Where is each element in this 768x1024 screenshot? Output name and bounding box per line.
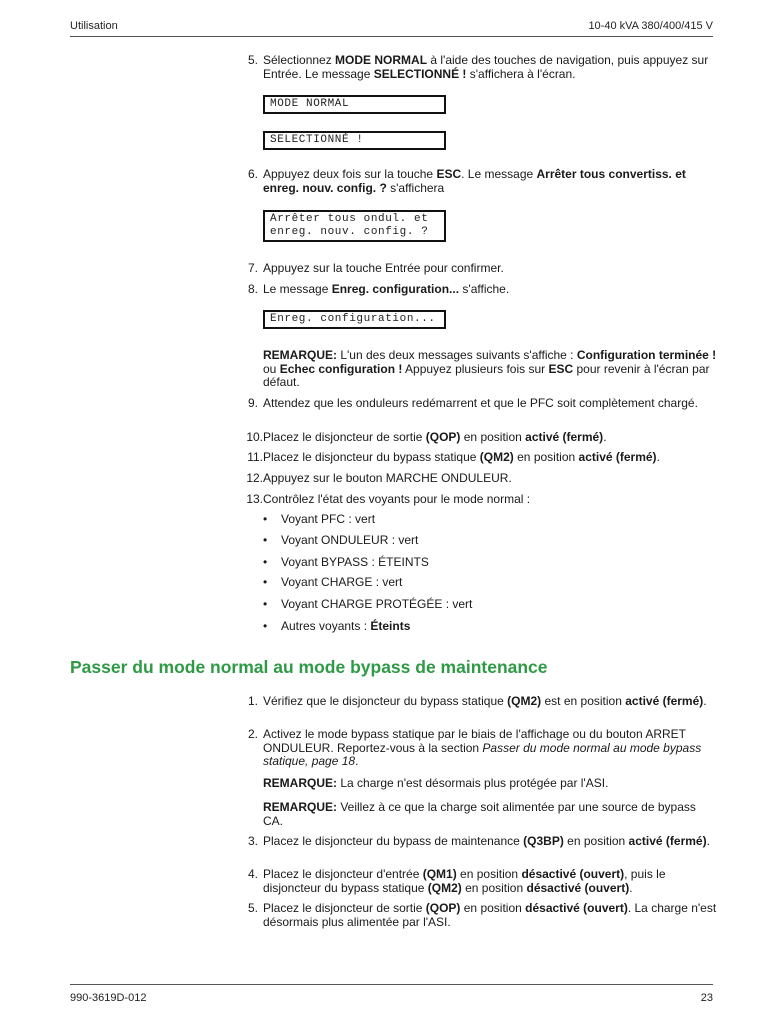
step-text: en position bbox=[513, 450, 579, 464]
note-text: L'un des deux messages suivants s'affiche : bbox=[337, 348, 577, 362]
section-step-5 bbox=[247, 901, 718, 929]
step-text: . bbox=[603, 430, 607, 444]
note-bold: Configuration terminée ! bbox=[576, 348, 717, 362]
step-text: , puis le disjoncteur du bypass statique bbox=[263, 867, 666, 895]
step-number: 5. bbox=[247, 53, 258, 67]
step-text: en position bbox=[460, 901, 526, 915]
step-bold: désactivé (ouvert) bbox=[526, 880, 630, 895]
step-bold: activé (fermé) bbox=[625, 694, 704, 708]
step-bold: Arrêter tous convertiss. et enreg. nouv. config. ? bbox=[263, 167, 686, 195]
step-number: 5. bbox=[247, 901, 258, 915]
section-step-2 bbox=[247, 727, 718, 769]
step-text: . bbox=[629, 880, 633, 895]
note-text: La charge n'est désormais plus protégée par l'ASI. bbox=[337, 776, 609, 790]
step-text: . Le message bbox=[461, 167, 537, 181]
step-text: s'affichera à l'écran. bbox=[466, 66, 576, 81]
display-selectionne: SELECTIONNÉ ! bbox=[263, 131, 446, 150]
step-bold: (Q3BP) bbox=[523, 834, 564, 848]
note-label: REMARQUE: bbox=[263, 800, 337, 814]
step-text: Placez le disjoncteur de sortie bbox=[263, 430, 426, 444]
step-text: en position bbox=[461, 880, 527, 895]
step-bold: (QM2) bbox=[507, 694, 542, 708]
note-bold: Echec configuration ! bbox=[279, 361, 403, 376]
note-label: REMARQUE: bbox=[263, 348, 337, 362]
step-number: 8. bbox=[247, 282, 258, 296]
step-number: 13. bbox=[246, 492, 263, 506]
list-item-text: Voyant BYPASS : ÉTEINTS bbox=[281, 555, 429, 569]
step-number: 11. bbox=[247, 450, 263, 464]
display-enreg-configuration: Enreg. configuration... bbox=[263, 310, 446, 329]
list-item-text: Voyant CHARGE : vert bbox=[281, 575, 403, 589]
section-step-1 bbox=[247, 694, 718, 709]
step-11 bbox=[247, 450, 718, 465]
note-remarque bbox=[263, 349, 718, 390]
step-text: . La charge n'est désormais plus alimentée par l'ASI. bbox=[263, 901, 717, 929]
step-text: Appuyez sur le bouton MARCHE ONDULEUR. bbox=[263, 471, 512, 485]
step-7 bbox=[247, 261, 718, 276]
list-item-label: Autres voyants : bbox=[281, 619, 371, 633]
note-label: REMARQUE: bbox=[263, 776, 337, 790]
step-text: Placez le disjoncteur d'entrée bbox=[263, 867, 423, 881]
step-bold: activé (fermé) bbox=[578, 450, 657, 464]
display-arreter-tous: Arrêter tous ondul. et enreg. nouv. config. ? bbox=[263, 210, 446, 242]
step-number: 1. bbox=[247, 694, 258, 708]
note-text: pour revenir à l'écran par défaut. bbox=[263, 361, 710, 389]
step-number: 10. bbox=[246, 430, 263, 444]
step-bold: ESC bbox=[436, 167, 462, 181]
step-bold: (QM2) bbox=[479, 450, 514, 464]
section-heading: Passer du mode normal au mode bypass de maintenance bbox=[70, 657, 548, 677]
note-remarque bbox=[263, 801, 718, 828]
step-text: Activez le mode bypass statique par le biais de l'affichage ou du bouton ARRET ONDULEUR. Reportez-vous à la section bbox=[263, 727, 686, 755]
step-text: . bbox=[703, 694, 707, 708]
list-item-text: Voyant PFC : vert bbox=[281, 512, 376, 526]
step-text: Placez le disjoncteur de sortie bbox=[263, 901, 426, 915]
step-bold: MODE NORMAL bbox=[335, 53, 428, 67]
step-5 bbox=[247, 53, 718, 81]
header-title: Utilisation bbox=[70, 20, 118, 32]
header-product: 10-40 kVA 380/400/415 V bbox=[588, 20, 713, 32]
step-6 bbox=[247, 167, 718, 195]
section-step-4 bbox=[247, 867, 718, 895]
step-text: Placez le disjoncteur du bypass de maintenance bbox=[263, 834, 524, 848]
note-bold: ESC bbox=[548, 361, 574, 376]
step-text: Vérifiez que le disjoncteur du bypass statique bbox=[263, 694, 508, 708]
step-text: Appuyez deux fois sur la touche bbox=[263, 167, 437, 181]
note-text: Veillez à ce que la charge soit alimentée par une source de bypass CA. bbox=[263, 800, 696, 828]
step-text: . bbox=[355, 754, 359, 768]
step-text: Appuyez sur la touche Entrée pour confirmer. bbox=[263, 261, 504, 275]
display-mode-normal: MODE NORMAL bbox=[263, 95, 446, 114]
step-text: s'affiche. bbox=[459, 282, 510, 296]
list-item-text: Voyant CHARGE PROTÉGÉE : vert bbox=[281, 597, 473, 611]
step-text: Sélectionnez bbox=[263, 53, 336, 67]
step-bold: (QM2) bbox=[427, 880, 462, 895]
step-bold: désactivé (ouvert) bbox=[521, 867, 625, 881]
step-text: Placez le disjoncteur du bypass statique bbox=[263, 450, 480, 464]
step-text: en position bbox=[460, 430, 526, 444]
step-bold: activé (fermé) bbox=[628, 834, 707, 848]
step-bold: activé (fermé) bbox=[525, 430, 604, 444]
step-number: 6. bbox=[247, 167, 258, 181]
section-step-3 bbox=[247, 834, 718, 849]
step-number: 2. bbox=[247, 727, 258, 741]
header-divider bbox=[70, 36, 713, 37]
cross-reference-link[interactable]: Passer du mode normal au mode bypass statique, page 18 bbox=[263, 740, 702, 768]
step-number: 7. bbox=[247, 261, 258, 275]
step-bold: (QOP) bbox=[425, 430, 461, 444]
step-12 bbox=[246, 471, 718, 486]
step-bold: Enreg. configuration... bbox=[331, 282, 460, 296]
step-number: 3. bbox=[247, 834, 258, 848]
step-text: Contrôlez l'état des voyants pour le mode normal : bbox=[263, 492, 531, 506]
step-number: 4. bbox=[247, 867, 258, 881]
step-text: s'affichera bbox=[386, 180, 445, 195]
step-9 bbox=[247, 396, 718, 411]
list-item-text: Voyant ONDULEUR : vert bbox=[281, 533, 419, 547]
step-number: 9. bbox=[247, 396, 258, 410]
document-number: 990-3619D-012 bbox=[70, 992, 147, 1004]
step-text: . bbox=[706, 834, 710, 848]
step-text: est en position bbox=[541, 694, 626, 708]
step-text: . bbox=[656, 450, 660, 464]
step-text: à l'aide des touches de navigation, puis appuyez sur Entrée. Le message bbox=[263, 53, 709, 81]
note-remarque bbox=[263, 777, 718, 791]
step-text: Le message bbox=[263, 282, 332, 296]
step-10 bbox=[246, 430, 718, 445]
step-bold: SELECTIONNÉ ! bbox=[373, 66, 467, 81]
step-8 bbox=[247, 282, 718, 297]
step-bold: désactivé (ouvert) bbox=[525, 901, 628, 915]
step-text: Attendez que les onduleurs redémarrent et que le PFC soit complètement chargé. bbox=[263, 396, 698, 410]
list-item-text bbox=[281, 620, 410, 634]
footer-divider bbox=[70, 984, 713, 985]
step-text: en position bbox=[563, 834, 629, 848]
page-number: 23 bbox=[700, 992, 713, 1004]
list-item-bold: Éteints bbox=[370, 619, 411, 633]
step-number: 12. bbox=[246, 471, 263, 485]
step-bold: (QM1) bbox=[422, 867, 457, 881]
note-text: ou bbox=[263, 361, 280, 376]
note-text: Appuyez plusieurs fois sur bbox=[402, 361, 549, 376]
step-13 bbox=[246, 492, 718, 507]
step-text: en position bbox=[456, 867, 522, 881]
step-bold: (QOP) bbox=[425, 901, 461, 915]
